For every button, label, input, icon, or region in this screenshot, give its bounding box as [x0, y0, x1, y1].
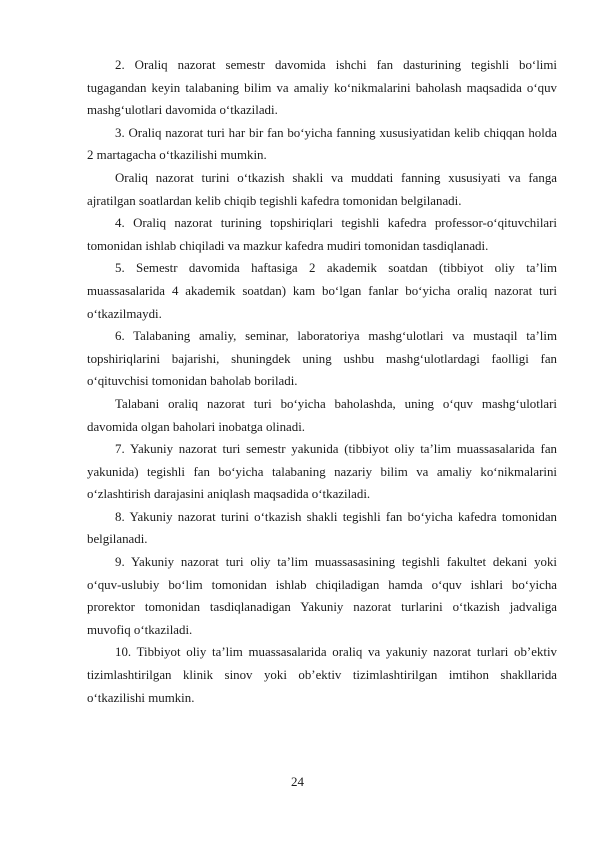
paragraph-8: 8. Yakuniy nazorat turini o‘tkazish shakli tegishli fan bo‘yicha kafedra tomonidan belgilanadi. [87, 509, 557, 547]
paragraph-2: 2. Oraliq nazorat semestr davomida ishchi fan dasturining tegishli bo‘limi tugagandan keyin talabaning bilim va amaliy ko‘nikmalarini baholash maqsadida o‘quv mashg‘ulotlari davomida o‘tkaziladi. [87, 58, 557, 118]
paragraph-3: 3. Oraliq nazorat turi har bir fan bo‘yicha fanning xususiyatidan kelib chiqqan holda 2 martagacha o‘tkazilishi mumkin. [87, 125, 557, 163]
page-body [87, 54, 557, 709]
paragraph-5: 5. Semestr davomida haftasiga 2 akademik soatdan (tibbiyot oliy ta’lim muassasalarida 4 akademik soatdan) kam bo‘lgan fanlar bo‘yicha oraliq nazorat turi o‘tkazilmaydi. [87, 261, 557, 321]
paragraph-4: 4. Oraliq nazorat turining topshiriqlari tegishli kafedra professor-o‘qituvchilari tomonidan ishlab chiqiladi va mazkur kafedra mudiri tomonidan tasdiqlanadi. [87, 216, 557, 253]
paragraph-6-cont: Talabani oraliq nazorat turi bo‘yicha baholashda, uning o‘quv mashg‘ulotlari davomida olgan baholari inobatga olinadi. [87, 396, 557, 434]
page-number: 24 [291, 774, 304, 789]
paragraph-9: 9. Yakuniy nazorat turi oliy ta’lim muassasasining tegishli fakultet dekani yoki o‘quv-uslubiy bo‘lim tomonidan ishlab chiqiladigan hamda o‘quv ishlari bo‘yicha prorektor tomonidan tasdiqlanadigan Yakuniy nazorat turlarini o‘tkazish jadvaliga muvofiq o‘tkaziladi. [87, 555, 557, 637]
paragraph-7: 7. Yakuniy nazorat turi semestr yakunida (tibbiyot oliy ta’lim muassasalarida fan yakunida) tegishli fan bo‘yicha talabaning nazariy bilim va amaliy ko‘nikmalarini o‘zlashtirish darajasini aniqlash maqsadida o‘tkaziladi. [87, 442, 557, 502]
paragraph-6: 6. Talabaning amaliy, seminar, laboratoriya mashg‘ulotlari va mustaqil ta’lim topshiriqlarini bajarishi, shuningdek uning ushbu mashg‘ulotlardagi faolligi fan o‘qituvchisi tomonidan baholab boriladi. [87, 329, 557, 389]
paragraph-3-cont: Oraliq nazorat turini o‘tkazish shakli va muddati fanning xususiyati va fanga ajratilgan soatlardan kelib chiqib tegishli kafedra tomonidan belgilanadi. [87, 170, 557, 208]
paragraph-10: 10. Tibbiyot oliy ta’lim muassasalarida oraliq va yakuniy nazorat turlari ob’ektiv tizimlashtirilgan klinik sinov yoki ob’ektiv tizimlashtirilgan imtihon shakllarida o‘tkazilishi mumkin. [87, 645, 557, 705]
